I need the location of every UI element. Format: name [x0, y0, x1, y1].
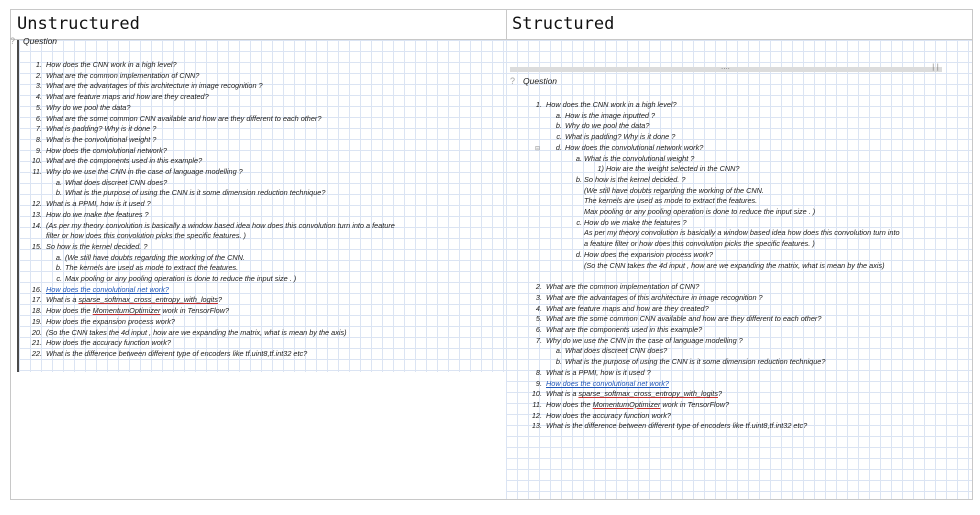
list-item[interactable]: 20. (So the CNN takes the 4d input , how are we expanding the matrix, what is mean by the axis)	[31, 327, 347, 337]
note-container-handle[interactable]	[510, 63, 942, 72]
question-header-label: Question	[23, 36, 58, 46]
list-item-continuation[interactable]: Max pooling or any pooling operation is done to reduce the input size . )	[584, 207, 816, 217]
list-item-continuation[interactable]: (So the CNN takes the 4d input , how are we expanding the matrix, what is mean by the axis)	[584, 260, 885, 270]
list-item[interactable]: b. The kernels are used as mode to extract the features.	[55, 263, 239, 273]
list-item[interactable]: b. What is the purpose of using the CNN is it some dimension reduction technique?	[55, 188, 326, 198]
list-item[interactable]: d. How does the expansion process work?	[575, 249, 713, 259]
list-item[interactable]: 8. What is the convolutional weight ?	[35, 134, 157, 144]
list-item[interactable]: 10. What are the components used in this example?	[31, 156, 203, 166]
list-item[interactable]: 3. What are the advantages of this architecture in image recognition ?	[535, 292, 763, 302]
collapse-icon[interactable]: ⊟	[535, 145, 541, 152]
list-item-continuation[interactable]: The kernels are used as mode to extract the features.	[584, 196, 758, 206]
list-item[interactable]: c. What is padding? Why is it done ?	[556, 132, 676, 142]
list-item[interactable]: a. What does discreet CNN does?	[55, 177, 168, 187]
list-item[interactable]: b. What is the purpose of using the CNN is it some dimension reduction technique?	[555, 357, 826, 367]
list-item[interactable]: 3. What are the advantages of this architecture in image recognition ?	[35, 81, 263, 91]
list-item[interactable]: 5. What are the some common CNN available and how are they different to each other?	[535, 314, 822, 324]
list-item[interactable]: 16. How does the convolutional net work?	[31, 284, 169, 294]
list-item-continuation[interactable]: As per my theory convolution is basically a window based idea how does this convolution turn into	[584, 228, 900, 238]
list-item[interactable]: 1. How does the CNN work in a high level?	[535, 100, 677, 109]
list-item[interactable]: 6. What are the some common CNN available and how are they different to each other?	[35, 113, 322, 123]
list-item[interactable]: b. Why do we pool the data?	[555, 121, 650, 131]
structured-question-list	[510, 100, 900, 432]
unstructured-question-list	[10, 60, 395, 360]
list-item[interactable]: 2. What are the common implementation of CNN?	[35, 70, 200, 80]
list-item[interactable]: 13. How do we make the features ?	[31, 209, 149, 219]
list-item[interactable]: 12. How does the accuracy function work?	[531, 410, 671, 420]
structured-note-container[interactable]	[510, 76, 900, 432]
list-item[interactable]: 21. How does the accuracy function work?	[31, 338, 171, 348]
list-item[interactable]: a. How is the image inputted ?	[555, 110, 656, 120]
list-item[interactable]: 2. What are the common implementation of CNN?	[535, 282, 700, 292]
list-item[interactable]: b. So how is the kernel decided. ?	[575, 174, 686, 184]
list-item[interactable]: 4. What are feature maps and how are they created?	[535, 303, 709, 313]
question-header	[10, 36, 395, 60]
list-item[interactable]: ⊟ d. How does the convolutional network work?	[510, 143, 900, 154]
list-item[interactable]: 9. How does the convolutional net work?	[535, 378, 669, 388]
list-item[interactable]: 22. What is the difference between different type of encoders like tf.uint8,tf.int32 etc?	[31, 348, 308, 358]
convolutional-net-link[interactable]: How does the convolutional net work?	[546, 378, 669, 388]
list-item[interactable]: 11. How does the MomentumOptimizer work in TensorFlow?	[532, 399, 730, 409]
list-item[interactable]: 5. Why do we pool the data?	[35, 102, 131, 112]
list-item[interactable]: 18. How does the MomentumOptimizer work in TensorFlow?	[31, 306, 230, 316]
list-item[interactable]: 15. So how is the kernel decided. ?	[31, 241, 148, 251]
list-item[interactable]: 17. What is a sparse_softmax_cross_entropy_with_logits?	[31, 295, 223, 305]
list-item-continuation[interactable]: a feature filter or how does this convolution picks the specific features. )	[584, 239, 815, 249]
list-item[interactable]: 19. How does the expansion process work?	[31, 316, 175, 326]
unstructured-title: Unstructured	[11, 10, 506, 40]
list-item[interactable]: 1. How does the CNN work in a high level?	[35, 60, 177, 69]
list-item[interactable]: a. What is the convolutional weight ?	[575, 153, 695, 163]
list-item[interactable]: 7. What is padding? Why is it done ?	[35, 124, 157, 134]
list-item[interactable]: a. What does discreet CNN does?	[555, 346, 668, 356]
question-tag-icon: ?	[510, 76, 516, 86]
question-header-label: Question	[523, 76, 558, 86]
unstructured-note-container[interactable]	[10, 36, 395, 360]
question-tag-icon: ?	[10, 36, 16, 46]
list-item[interactable]: 13. What is the difference between different type of encoders like tf.uint8,tf.int32 etc?	[531, 421, 808, 431]
list-item-continuation[interactable]: filter or how does this convolution picks the specific features. )	[46, 231, 246, 241]
list-item[interactable]: 4. What are feature maps and how are they created?	[35, 92, 209, 102]
convolutional-net-link[interactable]: How does the convolutional net work?	[46, 284, 169, 294]
list-item[interactable]: 9. How does the convolutional network?	[35, 145, 167, 155]
list-item[interactable]: 1) How are the weight selected in the CNN?	[597, 164, 740, 174]
list-item[interactable]: 6. What are the components used in this example?	[535, 325, 703, 335]
list-item[interactable]: 7. Why do we use the CNN in the case of language modelling ?	[535, 335, 743, 345]
list-item[interactable]: 14. (As per my theory convolution is basically a window based idea how does this convolution turn into a feature	[31, 220, 395, 230]
list-item[interactable]: a. (We still have doubts regarding the working of the CNN.	[55, 252, 245, 262]
list-item-continuation[interactable]: (We still have doubts regarding the working of the CNN.	[584, 185, 764, 195]
list-gap	[510, 271, 900, 282]
list-item[interactable]: 11. Why do we use the CNN in the case of language modelling ?	[32, 167, 243, 177]
list-item[interactable]: c. How do we make the features ?	[576, 217, 687, 227]
structured-title: Structured	[506, 10, 972, 40]
list-item[interactable]: c. Max pooling or any pooling operation is done to reduce the input size . )	[56, 274, 297, 284]
list-item[interactable]: 12. What is a PPMI, how is it used ?	[31, 199, 151, 209]
question-header	[510, 76, 900, 100]
drag-handle-icon[interactable]: ....	[721, 63, 730, 71]
container-options-icon[interactable]: | |	[932, 63, 939, 71]
list-item[interactable]: 8. What is a PPMI, how is it used ?	[535, 367, 651, 377]
list-item[interactable]: 10. What is a sparse_softmax_cross_entropy_with_logits?	[531, 389, 723, 399]
